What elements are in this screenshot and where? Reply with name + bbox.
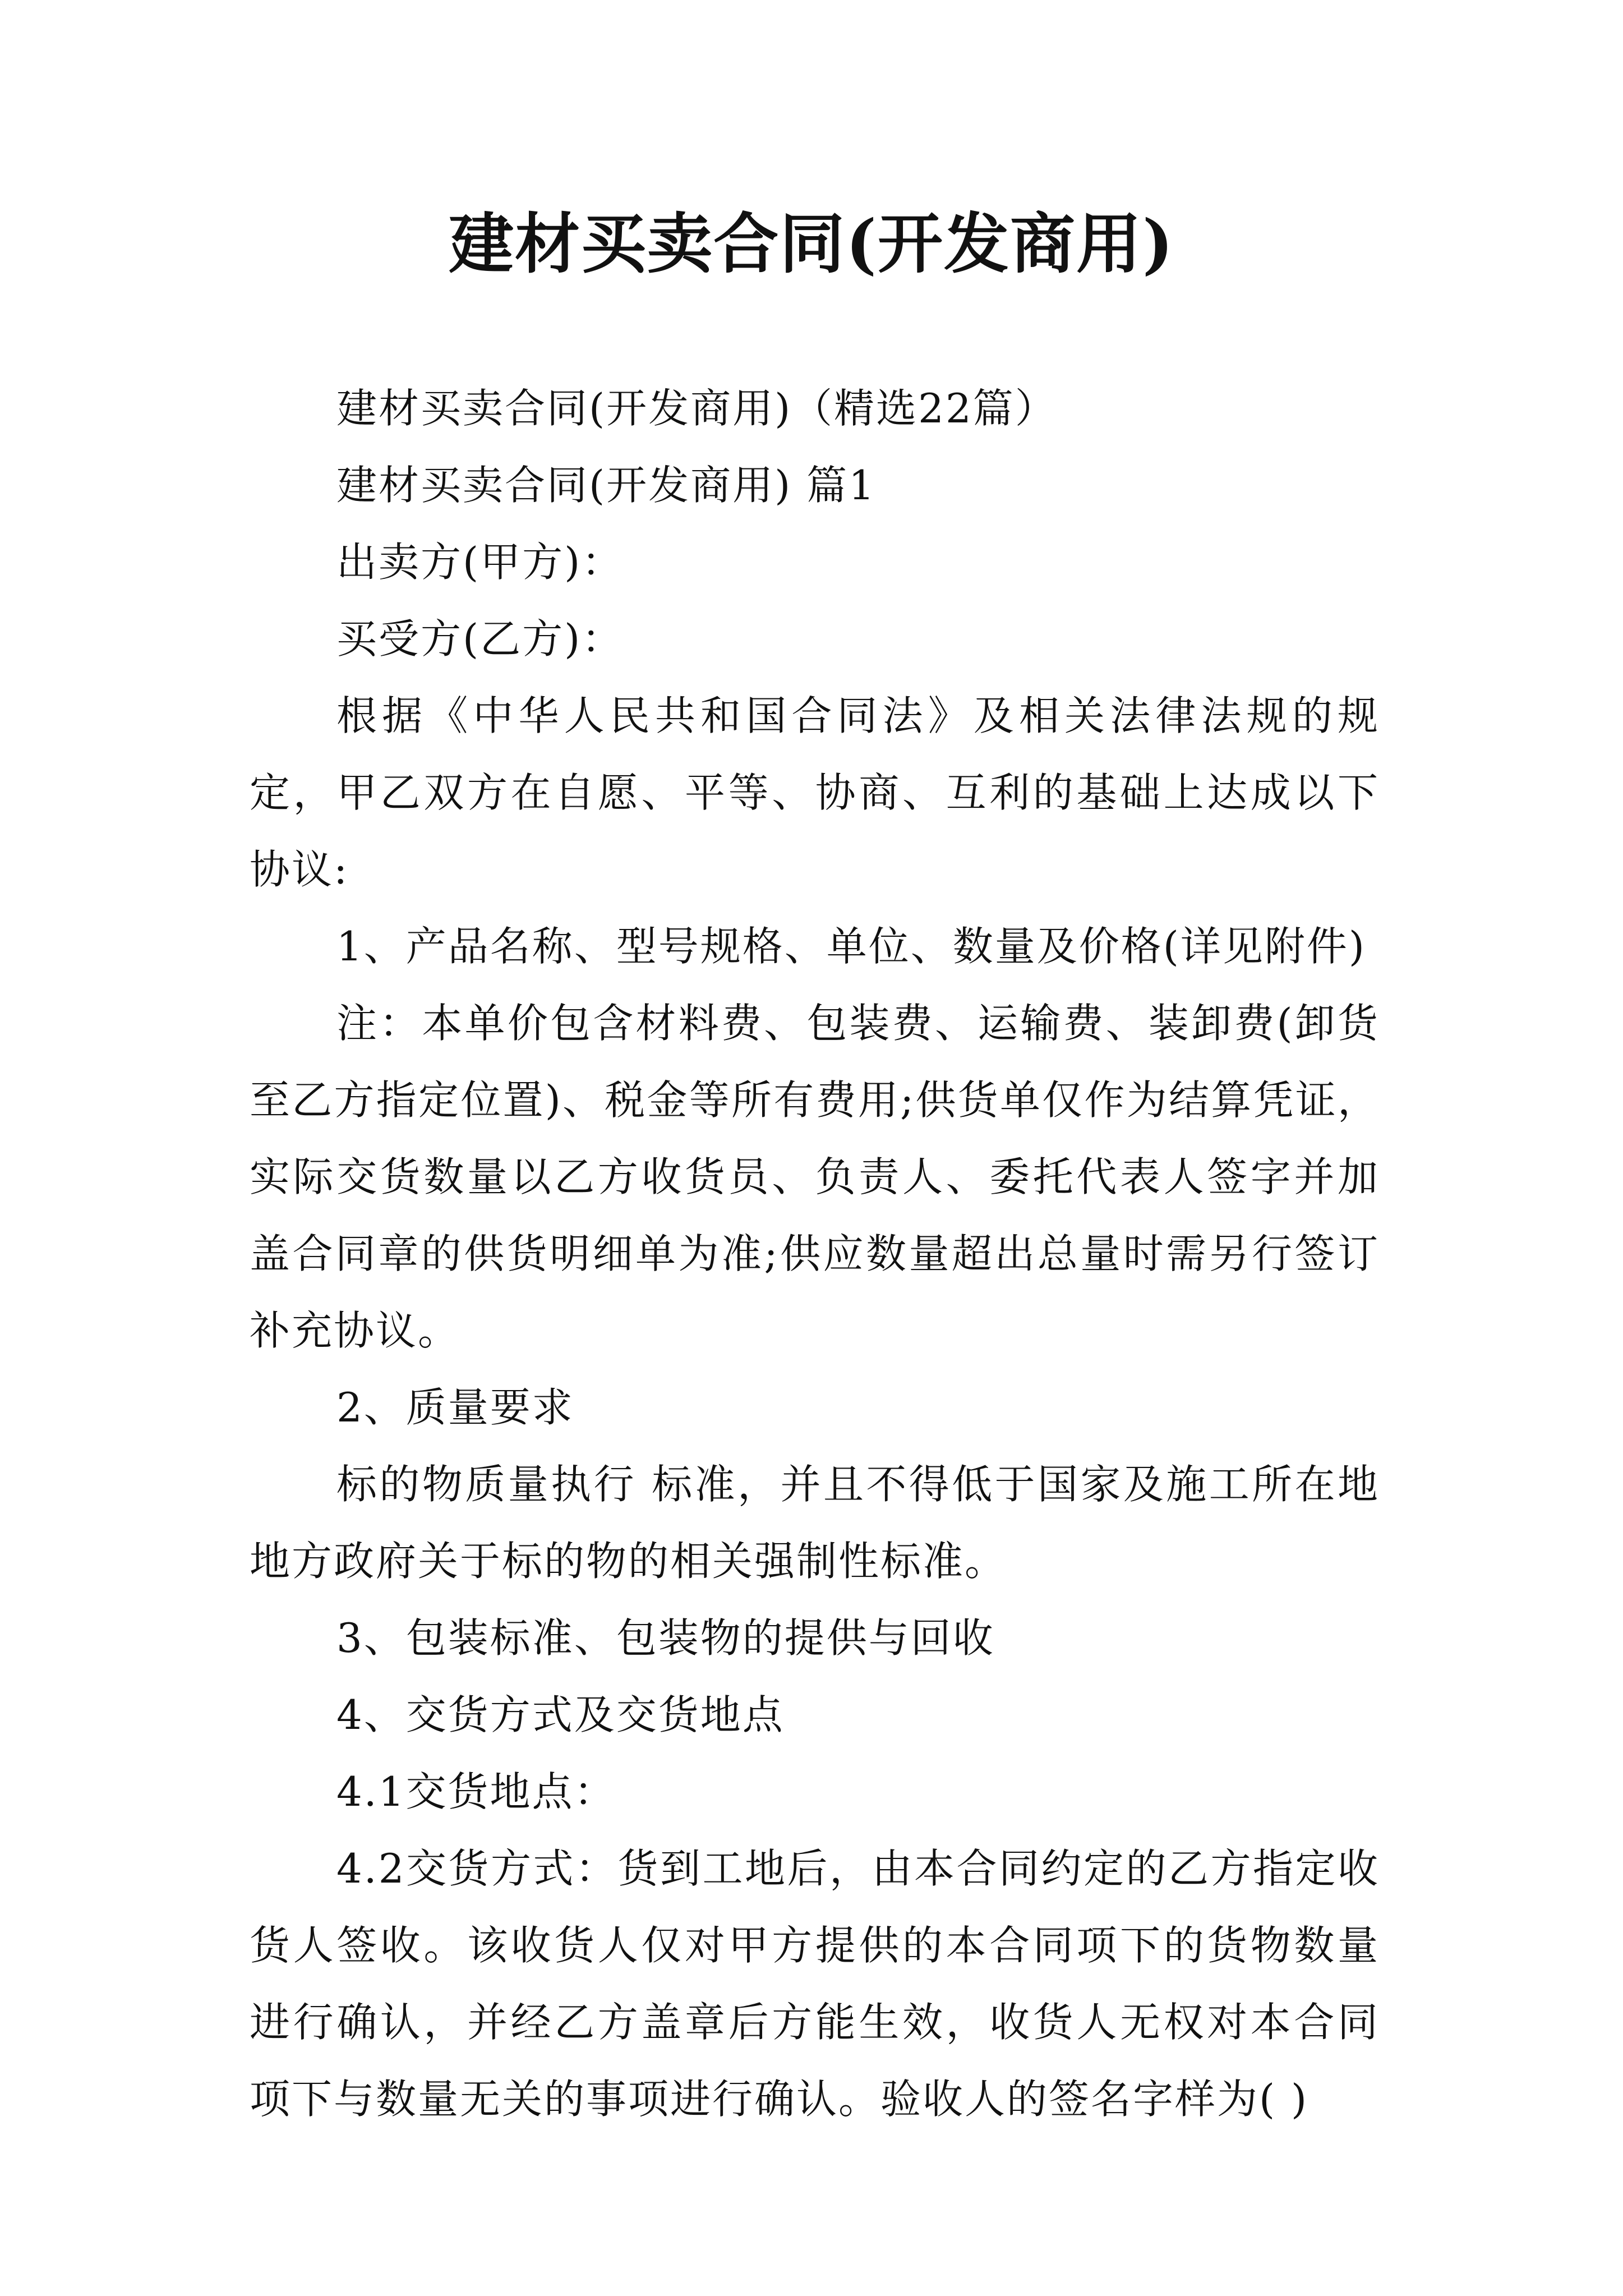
document-title: 建材买卖合同(开发商用): [449, 206, 1174, 282]
paragraph-subtitle: 建材买卖合同(开发商用)（精选22篇）: [336, 385, 1057, 432]
paragraph-seller: 出卖方(甲方)：: [336, 539, 624, 586]
paragraph-clause-3: 3、包装标准、包装物的提供与回收: [336, 1614, 995, 1662]
paragraph-buyer: 买受方(乙方)：: [336, 615, 624, 662]
paragraph-quality: 标的物质量执行 标准，并且不得低于国家及施工所在地地方政府关于标的物的相关强制性标准。: [250, 1461, 1380, 1585]
paragraph-clause-4-1: 4.1交货地点：: [336, 1768, 616, 1815]
paragraph-clause-1: 1、产品名称、型号规格、单位、数量及价格(详见附件): [336, 923, 1366, 970]
paragraph-note: 注：本单价包含材料费、包装费、运输费、装卸费(卸货至乙方指定位置)、税金等所有费用;供货单仅作为结算凭证，实际交货数量以乙方收货员、负责人、委托代表人签字并加盖合同章的供货明细单为准;供应数量超出总量时需另行签订补充协议。: [250, 1000, 1380, 1354]
paragraph-clause-2: 2、质量要求: [336, 1384, 574, 1431]
paragraph-preamble: 根据《中华人民共和国合同法》及相关法律法规的规定，甲乙双方在自愿、平等、协商、互利的基础上达成以下协议:: [250, 692, 1380, 893]
paragraph-clause-4-2: 4.2交货方式：货到工地后，由本合同约定的乙方指定收货人签收。该收货人仅对甲方提供的本合同项下的货物数量进行确认，并经乙方盖章后方能生效，收货人无权对本合同项下与数量无关的事项进行确认。验收人的签名字样为( ): [250, 1845, 1380, 2123]
paragraph-chapter-heading: 建材买卖合同(开发商用) 篇1: [336, 462, 876, 509]
document-body: [250, 370, 1380, 2138]
paragraph-clause-4: 4、交货方式及交货地点: [336, 1691, 785, 1738]
